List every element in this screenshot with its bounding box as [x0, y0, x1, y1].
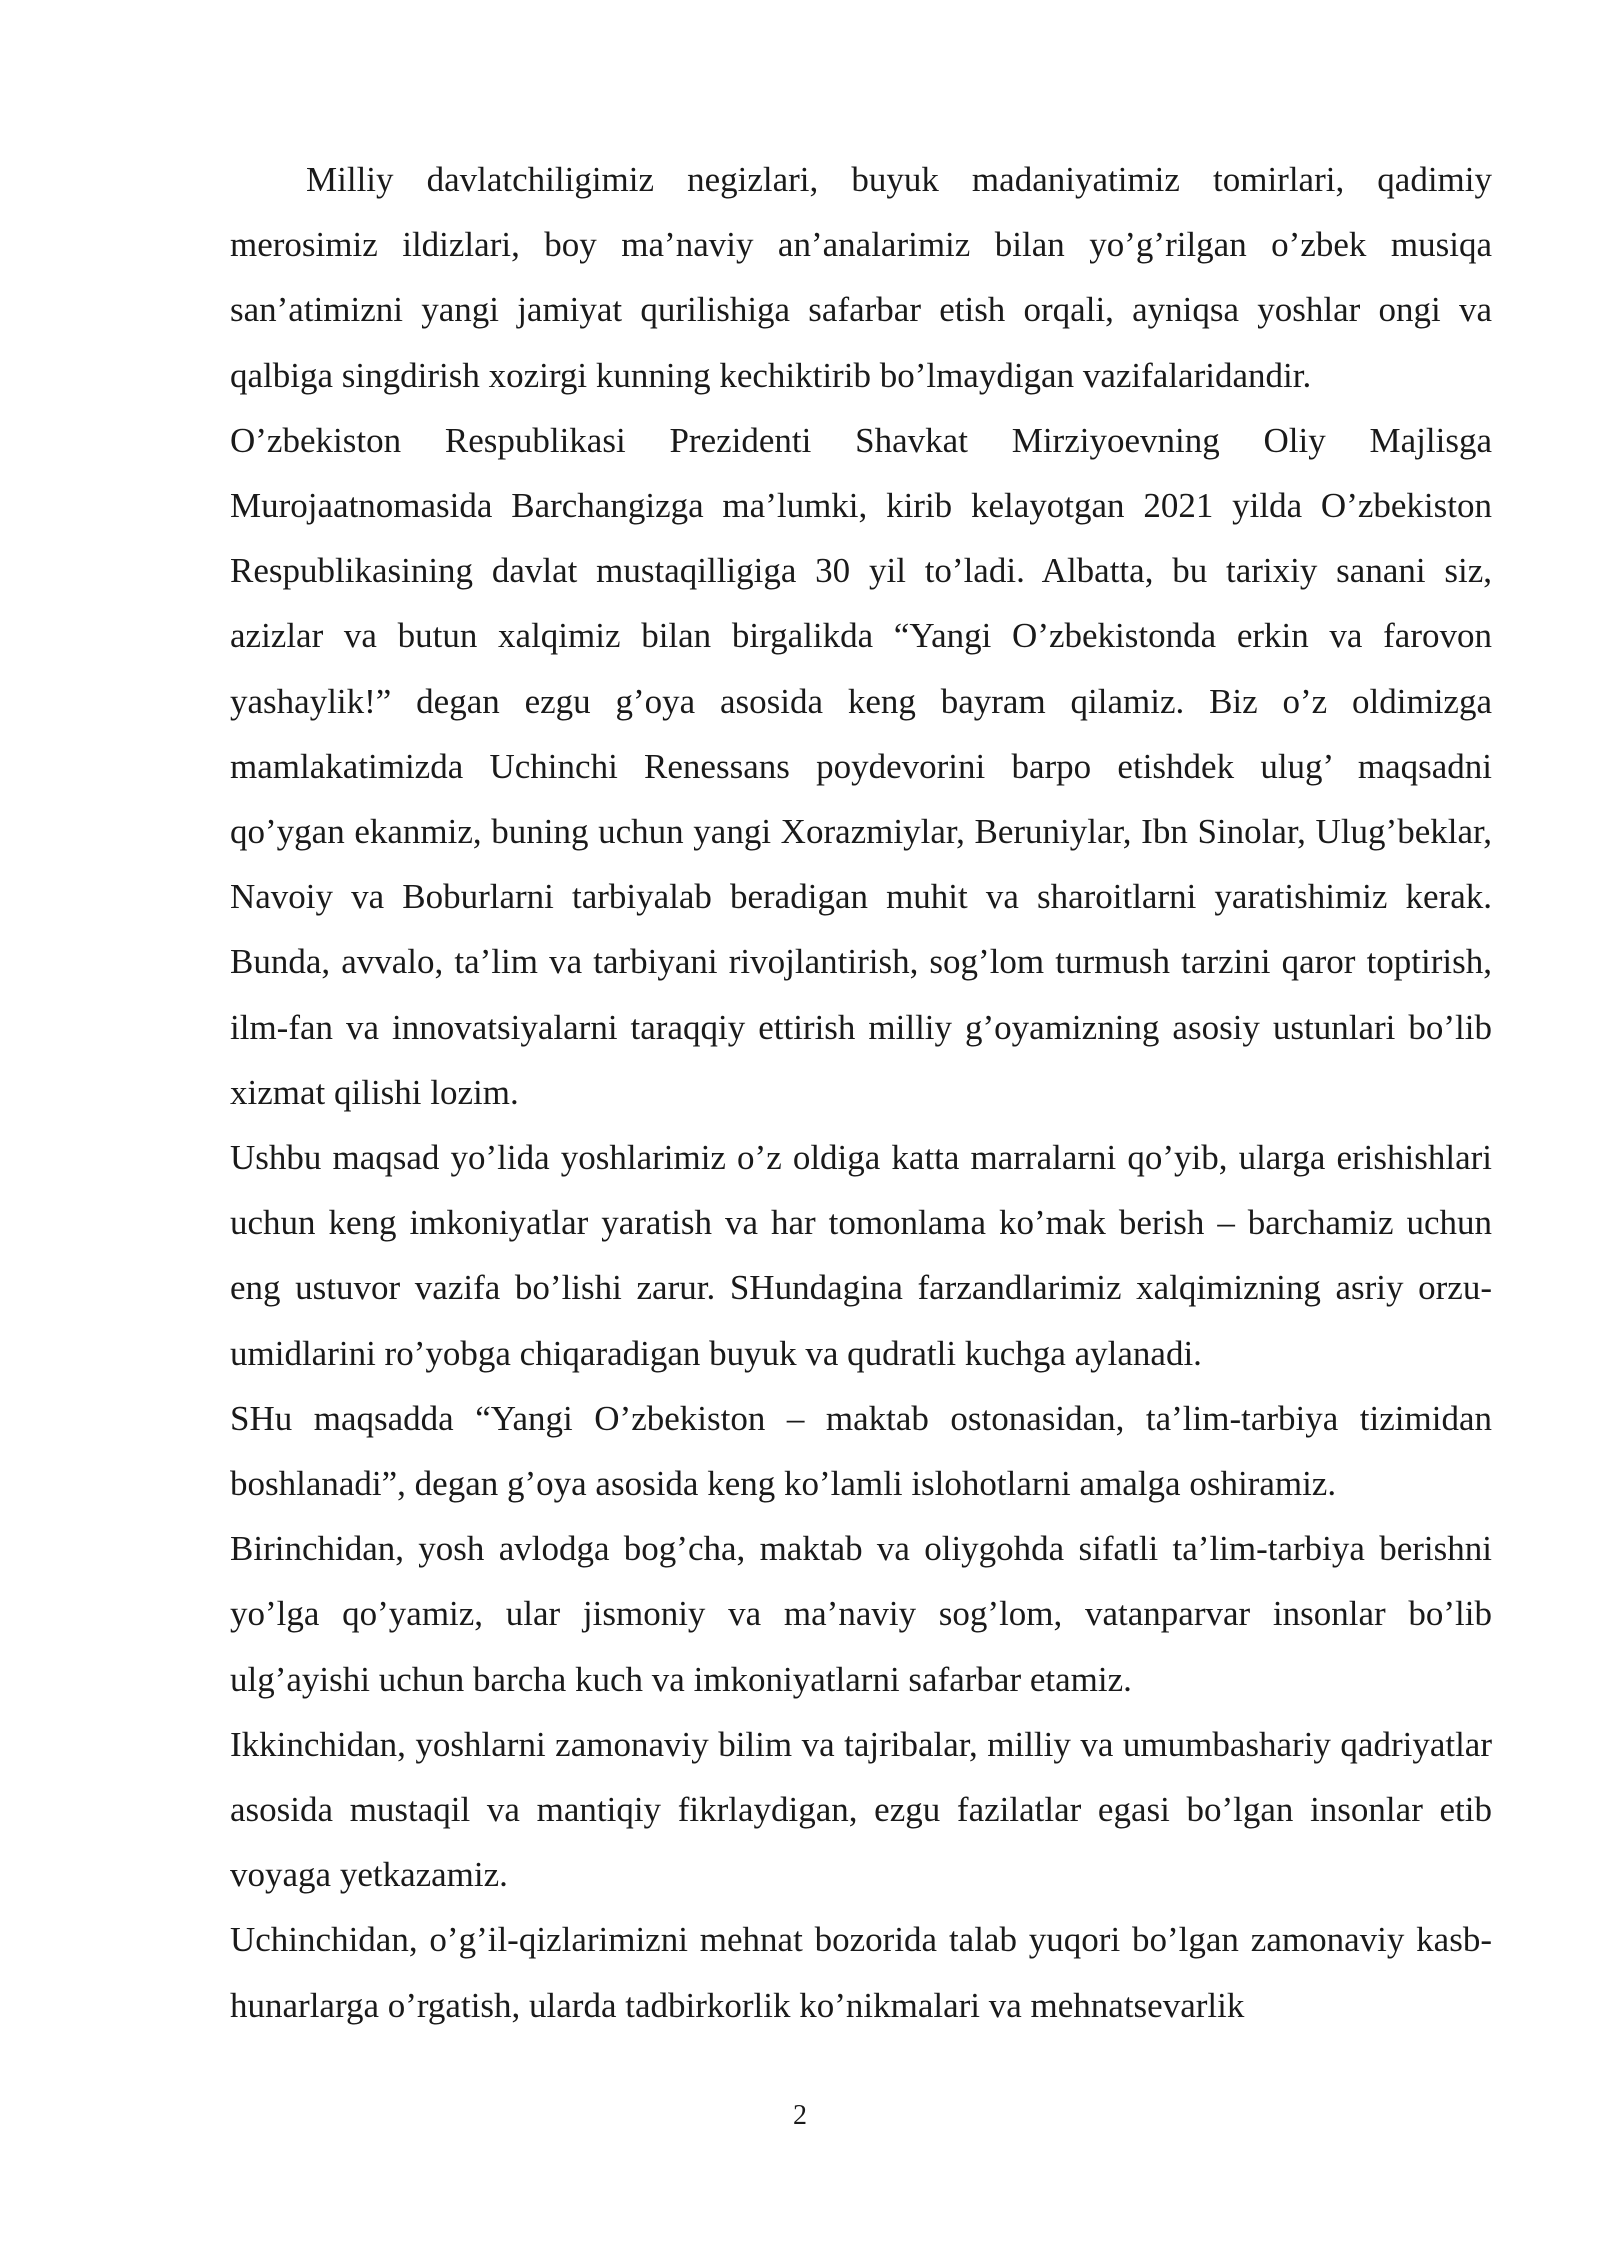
paragraph: Ushbu maqsad yo’lida yoshlarimiz o’z oldiga katta marralarni qo’yib, ularga erishishlari uchun keng imkoniyatlar yaratish va har tomonlama ko’mak berish – barchamiz uchun eng ustuvor vazifa bo’lishi zarur. SHundagina farzandlarimiz xalqimizning asriy orzu-umidlarini ro’yobga chiqaradigan buyuk va qudratli kuchga aylanadi. [230, 1138, 1492, 1373]
paragraph: O’zbekiston Respublikasi Prezidenti Shavkat Mirziyoevning Oliy Majlisga Murojaatnomasida Barchangizga ma’lumki, kirib kelayotgan 2021 yilda O’zbekiston Respublikasining davlat mustaqilligiga 30 yil to’ladi. Albatta, bu tarixiy sanani siz, azizlar va butun xalqimiz bilan birgalikda “Yangi O’zbekistonda erkin va farovon yashaylik!” degan ezgu g’oya asosida keng bayram qilamiz. Biz o’z oldimizga mamlakatimizda Uchinchi Renessans poydevorini barpo etishdek ulug’ maqsadni qo’ygan ekanmiz, buning uchun yangi Xorazmiylar, Beruniylar, Ibn Sinolar, Ulug’beklar, Navoiy va Boburlarni tarbiyalab beradigan muhit va sharoitlarni yaratishimiz kerak. Bunda, avvalo, ta’lim va tarbiyani rivojlantirish, sog’lom turmush tarzini qaror toptirish, ilm-fan va innovatsiyalarni taraqqiy ettirish milliy g’oyamizning asosiy ustunlari bo’lib xizmat qilishi lozim. [230, 420, 1492, 1112]
paragraph: Ikkinchidan, yoshlarni zamonaviy bilim va tajribalar, milliy va umumbashariy qadriyatlar asosida mustaqil va mantiqiy fikrlaydigan, ezgu fazilatlar egasi bo’lgan insonlar etib voyaga yetkazamiz. [230, 1724, 1492, 1895]
page-number: 2 [793, 2100, 807, 2131]
paragraph: SHu maqsadda “Yangi O’zbekiston – maktab ostonasidan, ta’lim-tarbiya tizimidan boshlanadi”, degan g’oya asosida keng ko’lamli islohotlarni amalga oshiramiz. [230, 1398, 1492, 1504]
paragraph: Birinchidan, yosh avlodga bog’cha, maktab va oliygohda sifatli ta’lim-tarbiya berishni yo’lga qo’yamiz, ular jismoniy va ma’naviy sog’lom, vatanparvar insonlar bo’lib ulg’ayishi uchun barcha kuch va imkoniyatlarni safarbar etamiz. [230, 1529, 1492, 1699]
body-text [230, 147, 1492, 2038]
paragraph: Uchinchidan, o’g’il-qizlarimizni mehnat bozorida talab yuqori bo’lgan zamonaviy kasb-hunarlarga o’rgatish, ularda tadbirkorlik ko’nikmalari va mehnatsevarlik [230, 1920, 1492, 2025]
paragraph: Milliy davlatchiligimiz negizlari, buyuk madaniyatimiz tomirlari, qadimiy merosimiz ildizlari, boy ma’naviy an’analarimiz bilan yo’g’rilgan o’zbek musiqa san’atimizni yangi jamiyat qurilishiga safarbar etish orqali, ayniqsa yoshlar ongi va qalbiga singdirish xozirgi kunning kechiktirib bo’lmaydigan vazifalaridandir. [230, 160, 1492, 395]
